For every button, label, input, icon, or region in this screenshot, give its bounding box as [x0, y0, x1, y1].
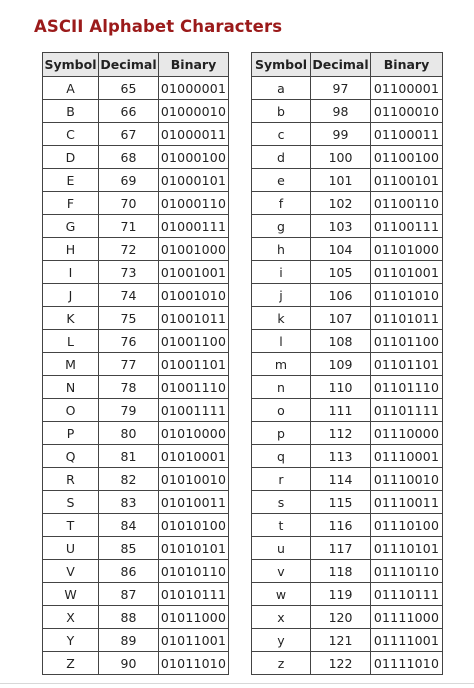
symbol-cell: k	[252, 307, 311, 330]
table-row	[43, 284, 229, 307]
symbol-cell: L	[43, 330, 99, 353]
decimal-cell: 81	[99, 445, 159, 468]
symbol-cell: c	[252, 123, 311, 146]
table-row	[252, 353, 443, 376]
symbol-cell: u	[252, 537, 311, 560]
table-row	[252, 422, 443, 445]
decimal-cell: 88	[99, 606, 159, 629]
decimal-cell: 87	[99, 583, 159, 606]
binary-cell: 01100001	[371, 77, 443, 100]
decimal-cell: 83	[99, 491, 159, 514]
binary-cell: 01010101	[159, 537, 229, 560]
uppercase-table-body	[43, 77, 229, 675]
table-row	[43, 629, 229, 652]
table-row	[252, 606, 443, 629]
binary-cell: 01100011	[371, 123, 443, 146]
symbol-cell: Y	[43, 629, 99, 652]
table-row	[43, 491, 229, 514]
symbol-cell: V	[43, 560, 99, 583]
table-row	[252, 399, 443, 422]
table-row	[252, 307, 443, 330]
decimal-cell: 116	[311, 514, 371, 537]
symbol-cell: x	[252, 606, 311, 629]
binary-cell: 01100100	[371, 146, 443, 169]
table-row	[252, 376, 443, 399]
binary-cell: 01101011	[371, 307, 443, 330]
symbol-cell: M	[43, 353, 99, 376]
symbol-cell: D	[43, 146, 99, 169]
binary-cell: 01001001	[159, 261, 229, 284]
binary-cell: 01100110	[371, 192, 443, 215]
decimal-cell: 98	[311, 100, 371, 123]
symbol-cell: K	[43, 307, 99, 330]
table-row	[252, 284, 443, 307]
decimal-cell: 111	[311, 399, 371, 422]
symbol-cell: A	[43, 77, 99, 100]
column-header-decimal: Decimal	[311, 53, 371, 77]
table-row	[43, 537, 229, 560]
decimal-cell: 107	[311, 307, 371, 330]
decimal-cell: 110	[311, 376, 371, 399]
binary-cell: 01101101	[371, 353, 443, 376]
symbol-cell: f	[252, 192, 311, 215]
table-row	[43, 606, 229, 629]
decimal-cell: 71	[99, 215, 159, 238]
symbol-cell: X	[43, 606, 99, 629]
table-row	[252, 215, 443, 238]
table-row	[43, 123, 229, 146]
table-row	[43, 307, 229, 330]
symbol-cell: Q	[43, 445, 99, 468]
table-header-row	[252, 53, 443, 77]
decimal-cell: 121	[311, 629, 371, 652]
decimal-cell: 69	[99, 169, 159, 192]
decimal-cell: 89	[99, 629, 159, 652]
decimal-cell: 73	[99, 261, 159, 284]
symbol-cell: P	[43, 422, 99, 445]
symbol-cell: S	[43, 491, 99, 514]
binary-cell: 01010100	[159, 514, 229, 537]
table-row	[252, 583, 443, 606]
binary-cell: 01110010	[371, 468, 443, 491]
binary-cell: 01110110	[371, 560, 443, 583]
symbol-cell: W	[43, 583, 99, 606]
binary-cell: 01000001	[159, 77, 229, 100]
symbol-cell: F	[43, 192, 99, 215]
decimal-cell: 90	[99, 652, 159, 675]
decimal-cell: 68	[99, 146, 159, 169]
uppercase-table	[42, 52, 229, 675]
decimal-cell: 78	[99, 376, 159, 399]
binary-cell: 01111001	[371, 629, 443, 652]
table-row	[43, 100, 229, 123]
binary-cell: 01101110	[371, 376, 443, 399]
symbol-cell: e	[252, 169, 311, 192]
binary-cell: 01111010	[371, 652, 443, 675]
decimal-cell: 100	[311, 146, 371, 169]
decimal-cell: 86	[99, 560, 159, 583]
table-row	[252, 468, 443, 491]
binary-cell: 01110011	[371, 491, 443, 514]
binary-cell: 01000101	[159, 169, 229, 192]
decimal-cell: 102	[311, 192, 371, 215]
binary-cell: 01110001	[371, 445, 443, 468]
table-row	[43, 560, 229, 583]
column-header-binary: Binary	[371, 53, 443, 77]
table-row	[252, 491, 443, 514]
decimal-cell: 120	[311, 606, 371, 629]
symbol-cell: i	[252, 261, 311, 284]
symbol-cell: G	[43, 215, 99, 238]
symbol-cell: w	[252, 583, 311, 606]
binary-cell: 01100010	[371, 100, 443, 123]
symbol-cell: I	[43, 261, 99, 284]
symbol-cell: d	[252, 146, 311, 169]
decimal-cell: 112	[311, 422, 371, 445]
table-row	[43, 146, 229, 169]
symbol-cell: h	[252, 238, 311, 261]
decimal-cell: 114	[311, 468, 371, 491]
symbol-cell: y	[252, 629, 311, 652]
decimal-cell: 84	[99, 514, 159, 537]
table-row	[252, 77, 443, 100]
symbol-cell: T	[43, 514, 99, 537]
table-row	[252, 146, 443, 169]
symbol-cell: p	[252, 422, 311, 445]
column-header-decimal: Decimal	[99, 53, 159, 77]
table-row	[252, 192, 443, 215]
decimal-cell: 122	[311, 652, 371, 675]
binary-cell: 01111000	[371, 606, 443, 629]
table-row	[252, 537, 443, 560]
table-row	[43, 169, 229, 192]
decimal-cell: 66	[99, 100, 159, 123]
binary-cell: 01000110	[159, 192, 229, 215]
decimal-cell: 118	[311, 560, 371, 583]
decimal-cell: 117	[311, 537, 371, 560]
binary-cell: 01001010	[159, 284, 229, 307]
symbol-cell: U	[43, 537, 99, 560]
column-header-symbol: Symbol	[43, 53, 99, 77]
symbol-cell: v	[252, 560, 311, 583]
decimal-cell: 106	[311, 284, 371, 307]
table-header-row	[43, 53, 229, 77]
binary-cell: 01000011	[159, 123, 229, 146]
table-row	[252, 629, 443, 652]
symbol-cell: E	[43, 169, 99, 192]
table-row	[43, 192, 229, 215]
table-row	[43, 652, 229, 675]
table-row	[43, 238, 229, 261]
decimal-cell: 105	[311, 261, 371, 284]
decimal-cell: 72	[99, 238, 159, 261]
table-row	[43, 353, 229, 376]
symbol-cell: a	[252, 77, 311, 100]
table-row	[252, 330, 443, 353]
symbol-cell: n	[252, 376, 311, 399]
decimal-cell: 65	[99, 77, 159, 100]
decimal-cell: 119	[311, 583, 371, 606]
symbol-cell: g	[252, 215, 311, 238]
table-row	[43, 330, 229, 353]
binary-cell: 01001000	[159, 238, 229, 261]
binary-cell: 01011010	[159, 652, 229, 675]
binary-cell: 01010010	[159, 468, 229, 491]
symbol-cell: j	[252, 284, 311, 307]
decimal-cell: 79	[99, 399, 159, 422]
table-row	[252, 123, 443, 146]
table-row	[43, 422, 229, 445]
table-row	[43, 376, 229, 399]
symbol-cell: r	[252, 468, 311, 491]
symbol-cell: z	[252, 652, 311, 675]
table-row	[43, 514, 229, 537]
symbol-cell: o	[252, 399, 311, 422]
binary-cell: 01010011	[159, 491, 229, 514]
decimal-cell: 70	[99, 192, 159, 215]
binary-cell: 01110000	[371, 422, 443, 445]
symbol-cell: m	[252, 353, 311, 376]
decimal-cell: 77	[99, 353, 159, 376]
binary-cell: 01100101	[371, 169, 443, 192]
binary-cell: 01000100	[159, 146, 229, 169]
binary-cell: 01110111	[371, 583, 443, 606]
symbol-cell: O	[43, 399, 99, 422]
binary-cell: 01010001	[159, 445, 229, 468]
binary-cell: 01100111	[371, 215, 443, 238]
binary-cell: 01000010	[159, 100, 229, 123]
binary-cell: 01110101	[371, 537, 443, 560]
table-row	[252, 261, 443, 284]
table-row	[252, 169, 443, 192]
symbol-cell: N	[43, 376, 99, 399]
symbol-cell: R	[43, 468, 99, 491]
decimal-cell: 113	[311, 445, 371, 468]
table-row	[43, 215, 229, 238]
binary-cell: 01010111	[159, 583, 229, 606]
decimal-cell: 82	[99, 468, 159, 491]
column-header-binary: Binary	[159, 53, 229, 77]
table-row	[252, 514, 443, 537]
binary-cell: 01101001	[371, 261, 443, 284]
table-row	[252, 238, 443, 261]
bottom-divider	[0, 683, 474, 684]
binary-cell: 01110100	[371, 514, 443, 537]
decimal-cell: 108	[311, 330, 371, 353]
decimal-cell: 76	[99, 330, 159, 353]
page-title: ASCII Alphabet Characters	[34, 17, 283, 36]
decimal-cell: 104	[311, 238, 371, 261]
symbol-cell: l	[252, 330, 311, 353]
column-header-symbol: Symbol	[252, 53, 311, 77]
lowercase-table-body	[252, 77, 443, 675]
table-row	[43, 399, 229, 422]
binary-cell: 01011000	[159, 606, 229, 629]
table-row	[252, 100, 443, 123]
symbol-cell: Z	[43, 652, 99, 675]
binary-cell: 01001100	[159, 330, 229, 353]
binary-cell: 01001101	[159, 353, 229, 376]
binary-cell: 01101010	[371, 284, 443, 307]
table-row	[43, 77, 229, 100]
decimal-cell: 99	[311, 123, 371, 146]
table-row	[252, 445, 443, 468]
table-row	[43, 583, 229, 606]
symbol-cell: H	[43, 238, 99, 261]
symbol-cell: s	[252, 491, 311, 514]
binary-cell: 01010110	[159, 560, 229, 583]
table-row	[43, 261, 229, 284]
decimal-cell: 85	[99, 537, 159, 560]
symbol-cell: t	[252, 514, 311, 537]
binary-cell: 01101100	[371, 330, 443, 353]
binary-cell: 01001110	[159, 376, 229, 399]
lowercase-table	[251, 52, 443, 675]
table-row	[252, 560, 443, 583]
binary-cell: 01001111	[159, 399, 229, 422]
table-row	[43, 468, 229, 491]
decimal-cell: 115	[311, 491, 371, 514]
symbol-cell: J	[43, 284, 99, 307]
decimal-cell: 109	[311, 353, 371, 376]
binary-cell: 01101000	[371, 238, 443, 261]
binary-cell: 01011001	[159, 629, 229, 652]
decimal-cell: 97	[311, 77, 371, 100]
decimal-cell: 103	[311, 215, 371, 238]
binary-cell: 01101111	[371, 399, 443, 422]
symbol-cell: q	[252, 445, 311, 468]
decimal-cell: 80	[99, 422, 159, 445]
symbol-cell: b	[252, 100, 311, 123]
symbol-cell: C	[43, 123, 99, 146]
symbol-cell: B	[43, 100, 99, 123]
table-row	[252, 652, 443, 675]
decimal-cell: 75	[99, 307, 159, 330]
decimal-cell: 101	[311, 169, 371, 192]
decimal-cell: 67	[99, 123, 159, 146]
binary-cell: 01000111	[159, 215, 229, 238]
decimal-cell: 74	[99, 284, 159, 307]
table-row	[43, 445, 229, 468]
binary-cell: 01001011	[159, 307, 229, 330]
binary-cell: 01010000	[159, 422, 229, 445]
